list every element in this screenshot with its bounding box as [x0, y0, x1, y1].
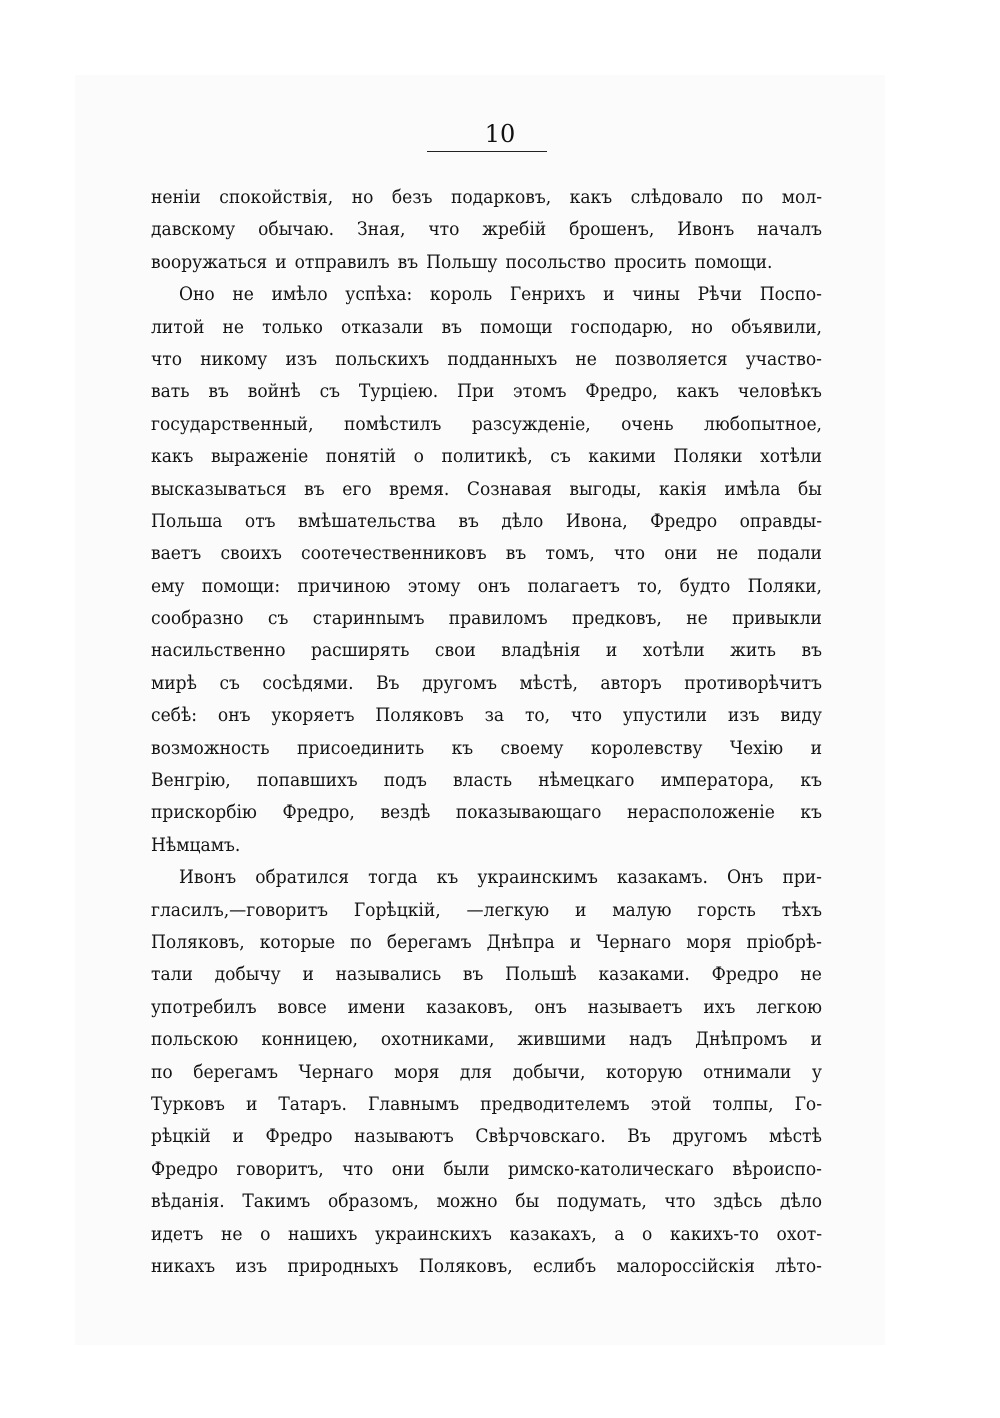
text-line: употребилъ вовсе имени казаковъ, онъ называетъ ихъ легкою	[151, 995, 822, 1018]
text-line: литой не только отказали въ помощи господарю, но объявили,	[151, 315, 822, 338]
text-line: неніи спокойствія, но безъ подарковъ, какъ слѣдовало по мол-	[151, 186, 822, 208]
text-line: прискорбію Фредро, вездѣ показывающаго нерасположеніе къ	[151, 801, 822, 824]
page-number: 10	[484, 120, 516, 148]
text-line: рѣцкій и Фредро называютъ Свѣрчовскаго. Въ другомъ мѣстѣ	[151, 1125, 822, 1148]
text-line: польскою конницею, охотниками, жившими надъ Днѣпромъ и	[151, 1028, 822, 1051]
page-number-rule	[427, 151, 547, 152]
text-line: Польша отъ вмѣшательства въ дѣло Ивона, Фредро оправды-	[151, 509, 822, 532]
text-line: Турковъ и Татаръ. Главнымъ предводителемъ этой толпы, Го-	[151, 1092, 822, 1115]
text-line: давскому обычаю. Зная, что жребій брошенъ, Ивонъ началъ	[151, 218, 822, 241]
text-line: какъ выраженіе понятій о политикѣ, съ какими Поляки хотѣли	[151, 445, 822, 468]
body-text	[151, 181, 822, 1282]
text-line: государственный, помѣстилъ разсужденіе, очень любопытное,	[151, 412, 822, 435]
text-line: вѣданія. Такимъ образомъ, можно бы подумать, что здѣсь дѣло	[151, 1190, 822, 1213]
text-line: Ивонъ обратился тогда къ украинскимъ казакамъ. Онъ при-	[179, 866, 822, 889]
text-line: вать въ войнѣ съ Турціею. При этомъ Фредро, какъ человѣкъ	[151, 380, 822, 403]
text-line: идетъ не о нашихъ украинскихъ казакахъ, а о какихъ-то охот-	[151, 1222, 822, 1245]
text-line: сообразно съ старинnымъ правиломъ предковъ, не привыкли	[151, 607, 822, 630]
text-line: Нѣмцамъ.	[151, 833, 241, 856]
text-line: что никому изъ польскихъ подданныхъ не позволяется участво-	[151, 347, 822, 370]
text-line: Фредро говоритъ, что они были римско-католическаго вѣроиспо-	[151, 1157, 822, 1180]
text-line: Оно не имѣло успѣха: король Генрихъ и чины Рѣчи Поспо-	[179, 283, 822, 306]
text-line: никахъ изъ природныхъ Поляковъ, еслибъ малороссійскія лѣто-	[151, 1254, 822, 1277]
text-line: Поляковъ, которые по берегамъ Днѣпра и Чернаго моря пріобрѣ-	[151, 930, 822, 953]
text-line: по берегамъ Чернаго моря для добычи, которую отнимали у	[151, 1060, 822, 1083]
text-line: насильственно расширять свои владѣнія и хотѣли жить въ	[151, 639, 822, 662]
text-line: высказываться въ его время. Сознавая выгоды, какія имѣла бы	[151, 477, 822, 500]
text-line: возможность присоединить къ своему королевству Чехію и	[151, 736, 822, 759]
text-line: Венгрію, попавшихъ подъ власть нѣмецкаго императора, къ	[151, 769, 822, 792]
text-line: мирѣ съ сосѣдями. Въ другомъ мѣстѣ, авторъ противорѣчитъ	[151, 671, 822, 694]
text-line: тали добычу и назывались въ Польшѣ казаками. Фредро не	[151, 963, 822, 986]
text-line: гласилъ,—говоритъ Горѣцкій, —легкую и малую горсть тѣхъ	[151, 898, 822, 921]
text-line: себѣ: онъ укоряетъ Поляковъ за то, что упустили изъ виду	[151, 704, 822, 727]
text-line: ему помощи: причиною этому онъ полагаетъ то, будто Поляки,	[151, 574, 822, 597]
text-line: ваетъ своихъ соотечественниковъ въ томъ, что они не подали	[151, 542, 822, 565]
text-line: вооружаться и отправилъ въ Польшу посольство просить помощи.	[151, 250, 773, 273]
